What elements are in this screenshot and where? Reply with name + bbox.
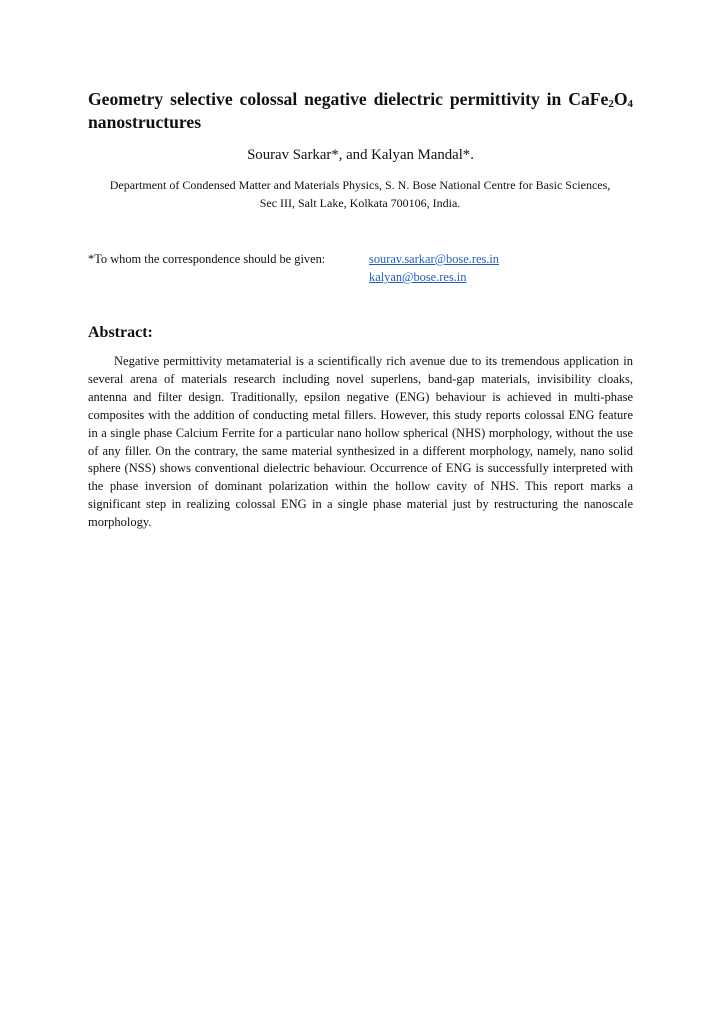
title-subscript-4: 4 [627,98,633,110]
title-text-part3: nanostructures [88,112,202,132]
title-text-part2: O [613,89,628,109]
abstract-body: Negative permittivity metamaterial is a scientifically rich avenue due to its tremendous application in several arena of materials research including novel superlens, band-gap materials, invisibility cloaks, antenna and filter design. Traditionally, epsilon negative (ENG) behaviour is achieved in multi-phase composites with the addition of conducting metal fillers. However, this study reports colossal ENG feature in a single phase Calcium Ferrite for a particular nano hollow spherical (NHS) morphology, without the use of any filler. On the contrary, the same material synthesized in a different morphology, namely, nano solid sphere (NSS) shows conventional dielectric behaviour. Occurrence of ENG is successfully interpreted with the phase inversion of dominant polarization within the hollow cavity of NHS. This report marks a significant step in realizing colossal ENG in a single phase material just by restructuring the nanoscale morphology. [88,354,633,530]
email-link-kalyan[interactable]: kalyan@bose.res.in [369,270,467,284]
title-subscript-2: 2 [608,98,614,110]
correspondence-block [88,250,633,286]
paper-title [88,88,633,134]
author-list: Sourav Sarkar*, and Kalyan Mandal*. [247,147,474,163]
correspondence-label: *To whom the correspondence should be given: [88,252,326,266]
affiliation: Department of Condensed Matter and Materials Physics, S. N. Bose National Centre for Basic Sciences, Sec III, Salt Lake, Kolkata 700106, India. [109,178,611,210]
abstract-heading: Abstract: [88,324,153,341]
title-text-part1: Geometry selective colossal negative dielectric permittivity in CaFe [88,89,609,109]
email-link-sourav[interactable]: sourav.sarkar@bose.res.in [369,252,499,266]
